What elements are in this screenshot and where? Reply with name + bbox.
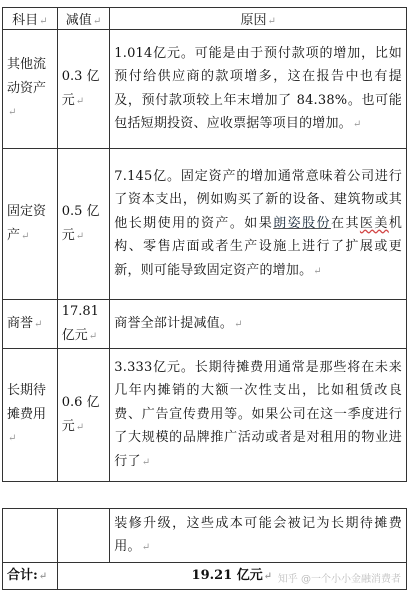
row-subject: 固定资产↵ xyxy=(3,149,58,300)
total-label: 合计:↵ xyxy=(3,563,58,590)
table-row xyxy=(3,509,407,563)
table-header xyxy=(3,8,407,30)
row-value: 0.5 亿元↵ xyxy=(57,149,110,300)
row-reason: 3.333亿元。长期待摊费用通常是那些将在未来几年内摊销的大额一次性支出，比如租赁改良费、广告宣传费用等。如果公司在这一季度进行了大规模的品牌推广活动或者是对租用的物业进行了↵ xyxy=(110,349,407,482)
watermark: 知乎 @一个小小金融消费者 xyxy=(277,574,401,585)
row-subject-empty xyxy=(3,509,58,563)
row-reason: 商誉全部计提减值。↵ xyxy=(110,300,407,349)
row-subject: 商誉↵ xyxy=(3,300,58,349)
header-decrease: 减值↵ xyxy=(57,8,110,30)
table-row xyxy=(3,300,407,349)
header-reason: 原因↵ xyxy=(110,8,407,30)
total-value: 19.21 亿元↵ xyxy=(57,563,406,590)
spellcheck-word: 医美 xyxy=(359,215,389,231)
row-reason: 1.014亿元。可能是由于预付款项的增加，比如预付给供应商的款项增多，这在报告中也有提及，预付款项较上年末增加了 84.38%。也可能包括短期投资、应收票据等项目的增加。↵ xyxy=(110,30,407,149)
table-row xyxy=(3,149,407,300)
table-row xyxy=(3,30,407,149)
table-row xyxy=(3,349,407,482)
row-reason-continued: 装修升级，这些成本可能会被记为长期待摊费用。↵ xyxy=(110,509,407,563)
row-subject: 其他流动资产↵ xyxy=(3,30,58,149)
header-subject: 科目↵ xyxy=(3,8,58,30)
row-reason: 7.145亿。固定资产的增加通常意味着公司进行了资本支出，例如购买了新的设备、建筑物或其他长期使用的资产。如果朗姿股份在其医美机构、零售店面或者生产设施上进行了扩展或更新，则可能导致固定资产的增加。↵ xyxy=(110,149,407,300)
row-value-empty xyxy=(57,509,110,563)
impairment-table xyxy=(2,7,407,482)
row-value: 0.3 亿元↵ xyxy=(57,30,110,149)
row-value: 17.81 亿元↵ xyxy=(57,300,110,349)
company-link[interactable]: 朗姿股份 xyxy=(273,215,331,231)
row-subject: 长期待摊费用↵ xyxy=(3,349,58,482)
row-value: 0.6 亿元↵ xyxy=(57,349,110,482)
